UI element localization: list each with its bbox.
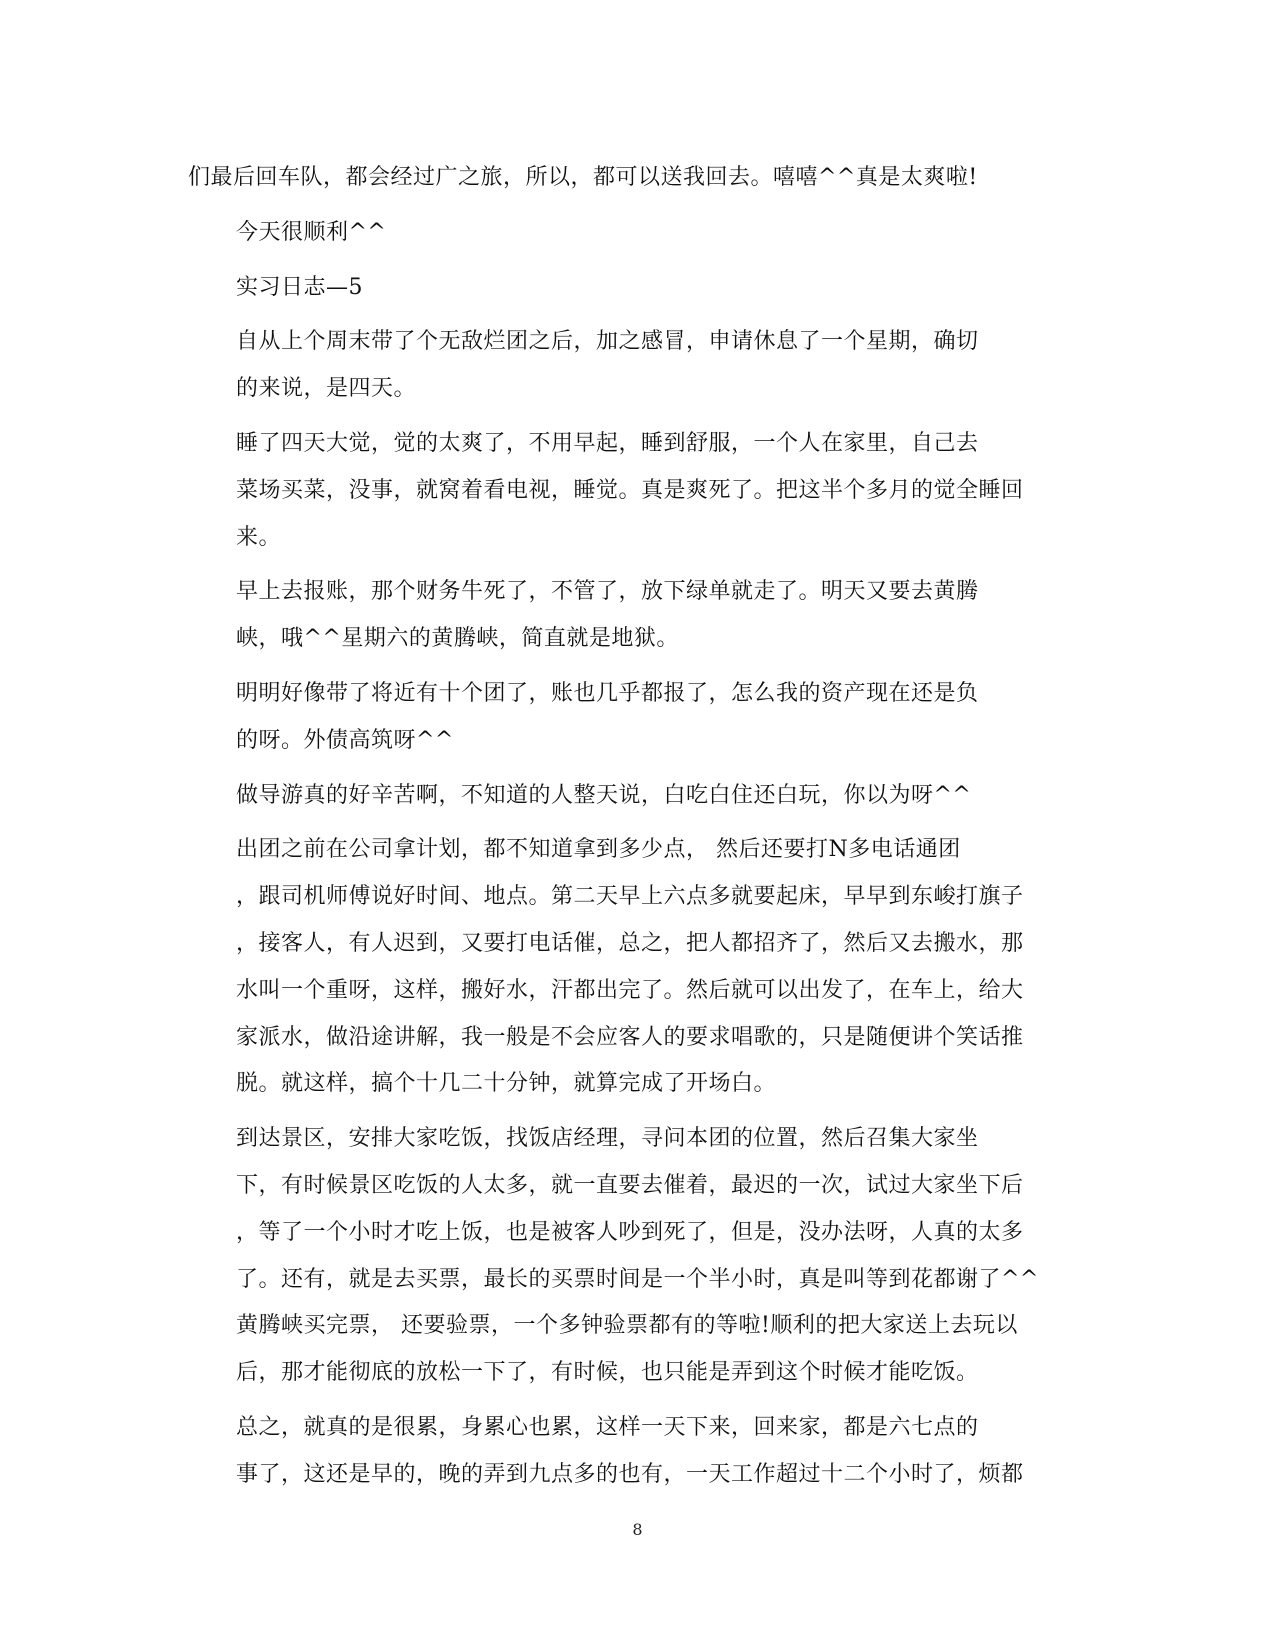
paragraph-debt — [188, 671, 1068, 765]
text-line: 峡，哦^^星期六的黄腾峡，简直就是地狱。 — [236, 626, 679, 652]
paragraph-heading — [188, 265, 1068, 312]
text-line: 来。 — [236, 524, 282, 550]
paragraph-rest — [188, 319, 1068, 413]
text-line: 后，那才能彻底的放松一下了，有时候，也只能是弄到这个时候才能吃饭。 — [236, 1360, 979, 1386]
text-line: 黄腾峡买完票， 还要验票，一个多钟验票都有的等啦!顺利的把大家送上去玩以 — [236, 1313, 1018, 1339]
document-body — [188, 155, 1068, 1507]
text-line: 脱。就这样，搞个十几二十分钟，就算完成了开场白。 — [236, 1071, 777, 1097]
text-line: 出团之前在公司拿计划，都不知道拿到多少点， 然后还要打N多电话通团 — [236, 837, 961, 863]
text-line: 菜场买菜，没事，就窝着看电视，睡觉。真是爽死了。把这半个多月的觉全睡回 — [236, 477, 1024, 503]
text-line: 的来说，是四天。 — [236, 376, 417, 402]
text-line: 的呀。外债高筑呀^^ — [236, 727, 454, 753]
text-line: 水叫一个重呀，这样，搬好水，汗都出完了。然后就可以出发了，在车上，给大 — [236, 977, 1024, 1003]
text-line: ，接客人，有人迟到，又要打电话催，总之，把人都招齐了，然后又去搬水，那 — [236, 930, 1024, 956]
paragraph-prepare — [188, 827, 1068, 1108]
text-line: 自从上个周末带了个无敌烂团之后，加之感冒，申请休息了一个星期，确切 — [236, 329, 979, 355]
paragraph-scenic — [188, 1116, 1068, 1397]
text-line: ，等了一个小时才吃上饭，也是被客人吵到死了，但是，没办法呀，人真的太多 — [236, 1219, 1024, 1245]
text-line: 总之，就真的是很累，身累心也累，这样一天下来，回来家，都是六七点的 — [236, 1414, 979, 1440]
text-line: 事了，这还是早的，晚的弄到九点多的也有，一天工作超过十二个小时了，烦都 — [236, 1461, 1024, 1487]
text-line: 今天很顺利^^ — [236, 219, 387, 245]
paragraph-hard — [188, 773, 1068, 820]
paragraph-continuation — [188, 155, 1068, 202]
text-line: 到达景区，安排大家吃饭，找饭店经理，寻问本团的位置，然后召集大家坐 — [236, 1126, 979, 1152]
text-line: 实习日志—5 — [236, 274, 363, 300]
paragraph-sleep — [188, 421, 1068, 561]
paragraph-today — [188, 210, 1068, 257]
text-line: 明明好像带了将近有十个团了，账也几乎都报了，怎么我的资产现在还是负 — [236, 680, 979, 706]
page-number: 8 — [632, 1520, 643, 1539]
text-line: 家派水，做沿途讲解，我一般是不会应客人的要求唱歌的，只是随便讲个笑话推 — [236, 1024, 1024, 1050]
text-line: 做导游真的好辛苦啊，不知道的人整天说，白吃白住还白玩，你以为呀^^ — [236, 782, 972, 808]
text-line: ，跟司机师傅说好时间、地点。第二天早上六点多就要起床，早早到东峻打旗子 — [236, 884, 1024, 910]
text-line: 下，有时候景区吃饭的人太多，就一直要去催着，最迟的一次，试过大家坐下后 — [236, 1172, 1024, 1198]
text-line: 睡了四天大觉，觉的太爽了，不用早起，睡到舒服，一个人在家里，自己去 — [236, 430, 979, 456]
text-line: 们最后回车队，都会经过广之旅，所以，都可以送我回去。嘻嘻^^真是太爽啦! — [188, 165, 978, 190]
text-line: 早上去报账，那个财务牛死了，不管了，放下绿单就走了。明天又要去黄腾 — [236, 579, 979, 605]
paragraph-tired — [188, 1405, 1068, 1499]
paragraph-expense — [188, 569, 1068, 663]
text-line: 了。还有，就是去买票，最长的买票时间是一个半小时，真是叫等到花都谢了^^ — [236, 1266, 1039, 1292]
